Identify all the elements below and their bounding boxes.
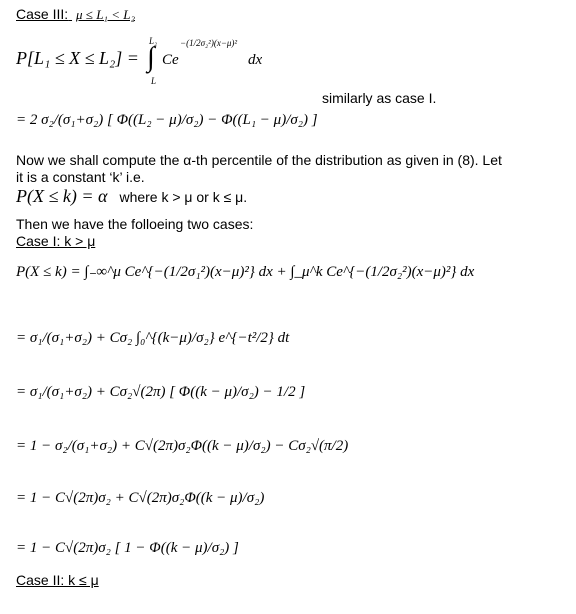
case3-lhs: P[L₁ ≤ X ≤ L₂] = bbox=[16, 48, 139, 68]
pk-where: where k > μ or k ≤ μ. bbox=[119, 189, 248, 205]
percentile-equation bbox=[16, 186, 247, 207]
case3-result-line: = 2 σ₂/(σ₁+σ₂) [ Φ((L₂ − μ)/σ₂) − Φ((L₁ − μ)/σ₂) ] bbox=[16, 112, 318, 128]
case3-condition: μ ≤ L₁ < L₂ bbox=[76, 7, 135, 22]
integrand: Ce bbox=[162, 52, 179, 68]
integral-lower-limit: L bbox=[151, 76, 157, 86]
integral-upper-limit: L₂ bbox=[149, 36, 158, 46]
paragraph-line-2: it is a constant ‘k’ i.e. bbox=[16, 169, 145, 185]
case1-line-4: = 1 − σ₂/(σ₁+σ₂) + C√(2π)σ₂Φ((k − μ)/σ₂) − Cσ₂√(π/2) bbox=[16, 438, 349, 454]
exponent: −(1/2σ₂²)(x−μ)² bbox=[180, 38, 238, 48]
dx-label: dx bbox=[248, 52, 263, 68]
case1-line-3: = σ₁/(σ₁+σ₂) + Cσ₂√(2π) [ Φ((k − μ)/σ₂) − 1/2 ] bbox=[16, 384, 306, 400]
case1-line-2: = σ₁/(σ₁+σ₂) + Cσ₂ ∫₀^{(k−μ)/σ₂} e^{−t²/2} dt bbox=[16, 330, 290, 346]
case3-probability-equation bbox=[16, 34, 316, 84]
case1-heading: Case I: k > μ bbox=[16, 233, 96, 249]
case1-line-5: = 1 − C√(2π)σ₂ + C√(2π)σ₂Φ((k − μ)/σ₂) bbox=[16, 490, 265, 506]
integral-sign: ∫ bbox=[147, 42, 155, 73]
case1-line-1: P(X ≤ k) = ∫₋∞^μ Ce^{−(1/2σ₁²)(x−μ)²} dx + ∫_μ^k Ce^{−(1/2σ₂²)(x−μ)²} dx bbox=[16, 264, 475, 280]
pk-equation: P(X ≤ k) = α bbox=[16, 186, 108, 206]
paragraph-line-3: Then we have the folloeing two cases: bbox=[16, 216, 254, 232]
case2-heading: Case II: k ≤ μ bbox=[16, 572, 99, 588]
case1-line-6: = 1 − C√(2π)σ₂ [ 1 − Φ((k − μ)/σ₂) ] bbox=[16, 540, 239, 556]
case3-heading: Case III: μ ≤ L₁ < L₂ bbox=[16, 6, 135, 22]
similarly-note: similarly as case I. bbox=[322, 90, 437, 106]
paragraph-line-1: Now we shall compute the α-th percentile of the distribution as given in (8). Let bbox=[16, 152, 502, 168]
